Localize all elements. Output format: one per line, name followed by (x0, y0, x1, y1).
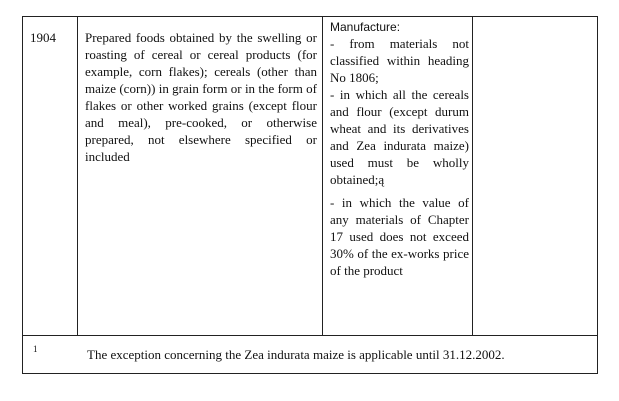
alternative-rule-cell (473, 17, 597, 335)
table-row (23, 17, 597, 336)
footnote-row (23, 336, 597, 373)
rule-condition-1: - from materials not classified within heading No 1806; (330, 36, 469, 85)
footnote-mark: 1 (33, 344, 38, 354)
working-rule-cell (323, 17, 473, 335)
rule-condition-3: - in which the value of any materials of Chapter 17 used does not exceed 30% of the ex-works price of the product (330, 195, 469, 278)
working-rule (330, 19, 469, 279)
product-description: Prepared foods obtained by the swelling or roasting of cereal or cereal products (for example, corn flakes); cereals (other than maize (corn)) in grain form or in the form of flakes or other worked grains (except flour and meal), pre-cooked, or otherwise prepared, not elsewhere specified or included (85, 30, 317, 164)
rule-heading: Manufacture: (330, 20, 401, 34)
rule-condition-2: - in which all the cereals and flour (except durum wheat and its derivatives and Zea indurata maize) used must be wholly obtained;ą (330, 87, 469, 187)
heading-code-cell (23, 17, 78, 335)
heading-code: 1904 (30, 30, 56, 45)
rules-of-origin-table (22, 16, 598, 374)
product-description-cell (78, 17, 323, 335)
footnote-text: The exception concerning the Zea indurata maize is applicable until 31.12.2002. (87, 347, 505, 362)
